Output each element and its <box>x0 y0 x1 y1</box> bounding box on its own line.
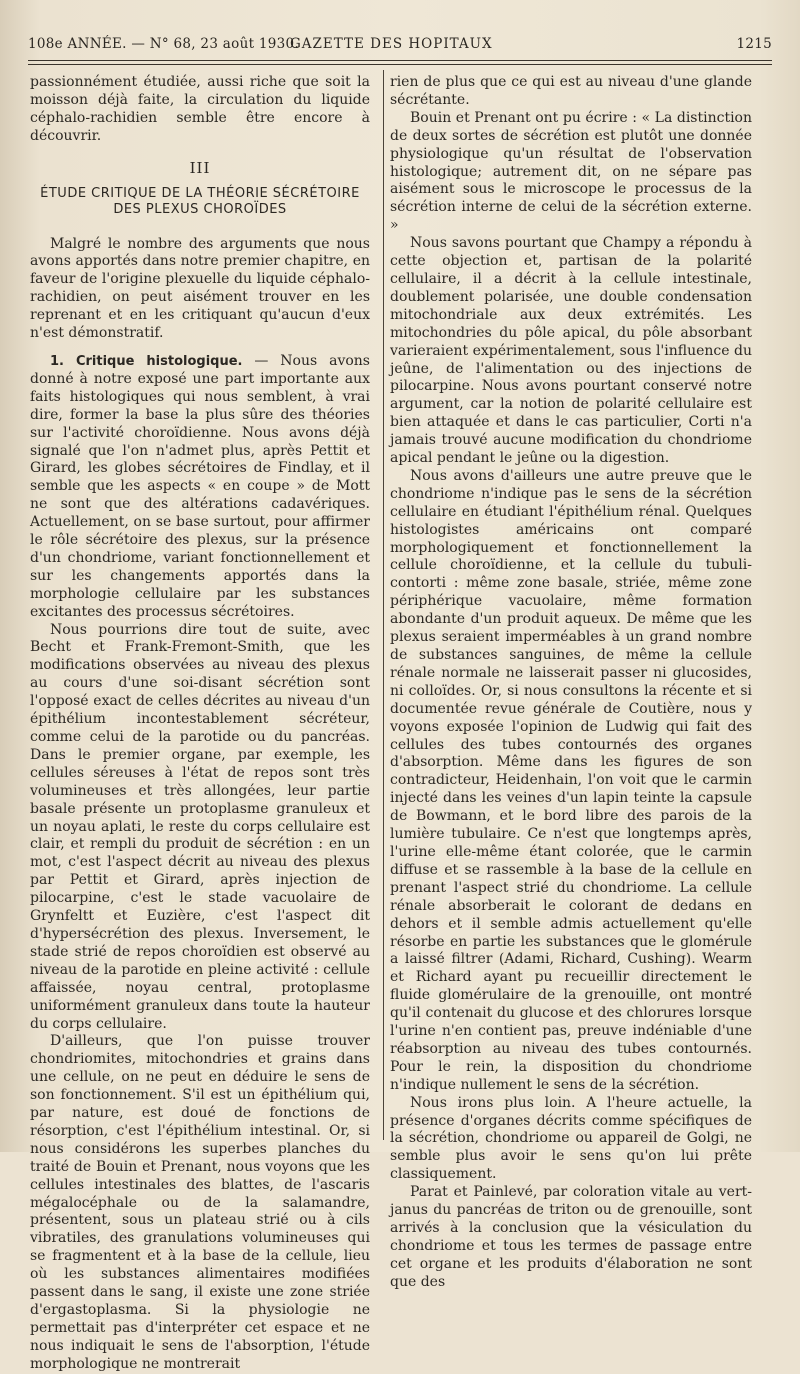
paragraph: Bouin et Prenant ont pu écrire : « La distinction de deux sortes de sécrétion est plutôt une donnée physiologique qu'un résultat de l'observation histologique; autrement dit, on ne sépare pas aisément sous le microscope le processus de la sécrétion interne de celui de la sécrétion externe. » <box>390 109 752 234</box>
journal-title: GAZETTE DES HOPITAUX <box>290 36 493 52</box>
section-number: III <box>189 158 211 177</box>
paragraph: Nous pourrions dire tout de suite, avec Becht et Frank-Fremont-Smith, que les modifications observées au niveau des plexus au cours d'une soi-disant sécrétion sont l'opposé exact de celles décrites au niveau d'un épithélium incontestablement sécréteur, comme celui de la parotide ou du pancréas. Dans le premier organe, par exemple, les cellules séreuses à l'état de repos sont très volumineuses et très allongées, leur partie basale présente un protoplasme granuleux et un noyau aplati, le reste du corps cellulaire est clair, et rempli du produit de sécrétion : en un mot, c'est l'aspect décrit au niveau des plexus par Pettit et Girard, après injection de pilocarpine, c'est le stade vacuolaire de Grynfeltt et Euzière, c'est l'aspect dit d'hypersécrétion des plexus. Inversement, le stade strié de repos choroïdien est observé au niveau de la parotide en pleine activité : cellule affaissée, noyau central, protoplasme uniformément granuleux dans toute la hauteur du corps cellulaire. <box>30 621 370 1032</box>
subheading: 1. Critique histologique. <box>50 353 243 369</box>
header-rule-bottom <box>28 64 772 65</box>
intro-paragraph: passionnément étudiée, aussi riche que soit la moisson déjà faite, la circulation du liquide céphalo-rachidien semble être encore à découvrir. <box>30 74 370 144</box>
paragraph: rien de plus que ce qui est au niveau d'une glande sécrétante. <box>390 74 752 108</box>
section-title-line1: ÉTUDE CRITIQUE DE LA THÉORIE SÉCRÉTOIRE <box>40 185 360 201</box>
running-header <box>28 36 772 56</box>
section-title-line2: DES PLEXUS CHOROÏDES <box>113 201 287 217</box>
column-divider <box>383 70 384 1140</box>
header-year: 108e ANNÉE. <box>28 36 127 52</box>
page-number: 1215 <box>736 36 772 52</box>
paragraph-text: — Nous avons donné à notre exposé une part importante aux faits histologiques qui nous semblent, à vrai dire, former la base la plus sûre des théories sur l'activité choroïdienne. Nous avons déjà signalé que l'on n'admet plus, après Pettit et Girard, les globes sécrétoires de Findlay, et il semble que les aspects « en coupe » de Mott ne sont que des altérations cadavériques. Actuellement, on se base surtout, pour affirmer le rôle sécrétoire des plexus, sur la présence d'un chondriome, variant fonctionnellement et sur les changements apportés dans la morphologie cellulaire par les substances excitantes des processus sécrétoires. <box>30 352 370 620</box>
header-issue-info <box>28 36 299 52</box>
header-rule-top <box>28 60 772 61</box>
paragraph-with-subhead <box>30 353 370 622</box>
section-title <box>30 186 370 218</box>
paragraph: Malgré le nombre des arguments que nous avons apportés dans notre premier chapitre, en faveur de l'origine plexuelle du liquide céphalo-rachidien, on peut aisément trouver en les reprenant et en les critiquant qu'aucun d'eux n'est démonstratif. <box>30 235 370 342</box>
paragraph: D'ailleurs, que l'on puisse trouver chondriomites, mitochondries et grains dans une cellule, on ne peut en déduire le sens de son fonctionnement. S'il est un épithélium qui, par nature, est doué de fonctions de résorption, c'est l'épithélium intestinal. Or, si nous considérons les superbes planches du traité de Bouin et Prenant, nous voyons que les cellules intestinales des blattes, de l'ascaris mégalocéphale ou de la salamandre, présentent, sous un plateau strié ou à cils vibratiles, des granulations volumineuses qui se fragmentent et à la base de la cellule, lieu où les substances alimentaires modifiées passent dans le sang, il existe une zone striée d'ergastoplasma. Si la physiologie ne permettait pas d'interpréter cet espace et ne nous indiquait le sens de l'absorption, l'étude morphologique ne montrerait <box>30 1033 370 1372</box>
header-issue: — N° 68, 23 août 1930. <box>131 36 300 52</box>
paragraph: Parat et Painlevé, par coloration vitale au vert-janus du pancréas de triton ou de grenouille, sont arrivés à la conclusion que la vésiculation du chondriome et tous les termes de passage entre cet organe et les produits d'élaboration ne sont que des <box>390 1184 752 1290</box>
left-column <box>30 74 370 1372</box>
paragraph: Nous avons d'ailleurs une autre preuve que le chondriome n'indique pas le sens de la sécrétion cellulaire en étudiant l'épithélium rénal. Quelques histologistes américains ont comparé morphologiquement et fonctionnellement la cellule choroïdienne, et la cellule du tubuli-contorti : même zone basale, striée, même zone périphérique vacuolaire, même formation abondante d'un produit aqueux. De même que les plexus seraient imperméables à un grand nombre de substances sanguines, de même la cellule rénale normale ne laisserait passer ni glucosides, ni colloïdes. Or, si nous consultons la récente et si documentée revue générale de Coutière, nous y voyons exposée l'opinion de Ludwig qui fait des cellules des tubes contournés des organes d'absorption. Même dans les figures de son contradicteur, Heidenhain, l'on voit que le carmin injecté dans les veines d'un lapin teinte la capsule de Bowmann, et le bord libre des parois de la lumière tubulaire. Ce n'est que longtemps après, l'urine elle-même étant colorée, que le carmin diffuse et se rassemble à la base de la cellule en prenant l'aspect strié du chondriome. La cellule rénale absorberait le colorant de dedans en dehors et il semble admis actuellement qu'elle résorbe en partie les substances que le glomérule a laissé filtrer (Adami, Richard, Cushing). Wearm et Richard ayant pu recueillir directement le fluide glomérulaire de la grenouille, ont montré qu'il contenait du glucose et des chlorures lorsque l'urine n'en contient pas, preuve indéniable d'une réabsorption au niveau des tubes contournés. Pour le rein, la disposition du chondriome n'indique nullement le sens de la sécrétion. <box>390 467 752 1093</box>
paragraph: Nous savons pourtant que Champy a répondu à cette objection et, partisan de la polarité cellulaire, il a décrit à la cellule intestinale, doublement polarisée, une double condensation mitochondriale aux deux extrémités. Les mitochondries du pôle apical, du pôle absorbant varieraient expérimentalement, sous l'influence du jeûne, de l'alimentation ou des injections de pilocarpine. Nous avons pourtant conservé notre argument, car la notion de polarité cellulaire est bien attaquée et dans le cas particulier, Corti n'a jamais trouvé aucune modification du chondriome apical pendant le jeûne ou la digestion. <box>390 235 752 467</box>
right-column <box>390 74 752 1290</box>
paragraph: Nous irons plus loin. A l'heure actuelle, la présence d'organes décrits comme spécifiques de la sécrétion, chondriome ou appareil de Golgi, ne semble plus avoir le sens qu'on lui prête classiquement. <box>390 1094 752 1183</box>
